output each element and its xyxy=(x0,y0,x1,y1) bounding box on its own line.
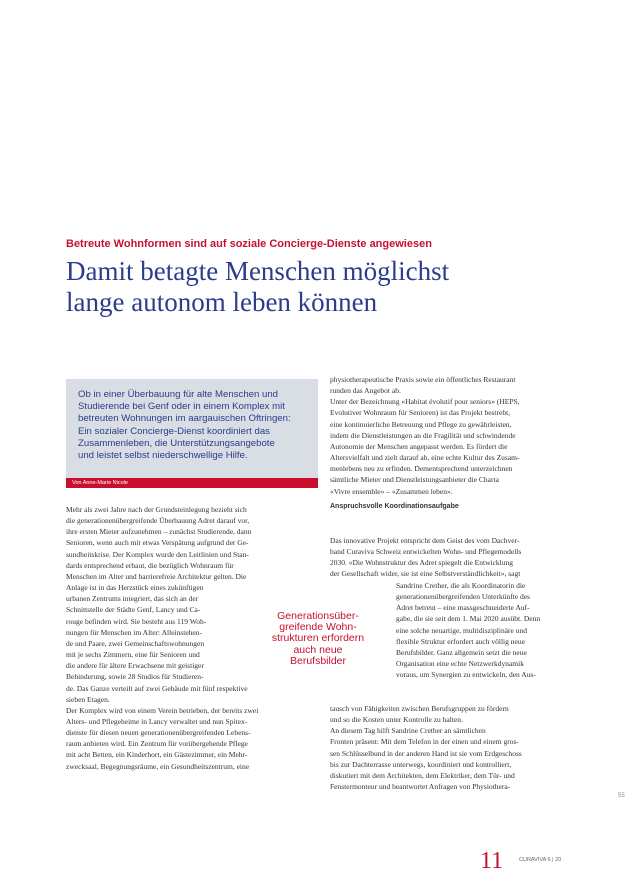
right-column-narrow xyxy=(396,580,576,680)
text-line: eine kontinuierliche Betreuung und Pflege zu gewährleisten, xyxy=(330,419,512,429)
lead-line: Studierende bei Genf oder in einem Komplex mit xyxy=(78,401,285,413)
text-line: voraus, um Synergien zu entwickeln, den Aus- xyxy=(396,670,536,680)
lead-line: und leistet selbst niederschwellige Hilfe. xyxy=(78,450,248,462)
right-column-bottom xyxy=(330,703,576,792)
text-line: flexible Struktur erfordert auch völlig neue xyxy=(396,636,525,646)
text-line: urbanen Zentrums integriert, das sich an der xyxy=(66,594,199,604)
byline: Von Anne-Marie Nicole xyxy=(66,478,318,488)
text-line: dards entsprechend erbaut, die bezüglich Wohnraum für xyxy=(66,560,234,570)
text-line: die andere für ältere Erwachsene mit geistiger xyxy=(66,661,204,671)
right-column-top xyxy=(330,374,576,497)
text-line: sundheitskrise. Der Komplex wurde den Leitlinien und Stan- xyxy=(66,549,249,559)
article-headline xyxy=(66,256,586,318)
text-line: «Vivre ensemble» – «Zusammen leben». xyxy=(330,486,453,496)
text-line: der Gesellschaft wider, sie ist eine Selbstverständlichkeit», sagt xyxy=(330,569,521,579)
text-line: Anlage ist in das Herzstück eines zukünftigen xyxy=(66,583,204,593)
text-line: mit je sechs Zimmern, eine für Senioren und xyxy=(66,650,200,660)
text-line: rouge befinden wird. Sie besteht aus 119 Woh- xyxy=(66,616,207,626)
text-line: die generationenübergreifende Überbauung Adret darauf vor, xyxy=(66,516,250,526)
text-line: raum anbieten wird. Ein Zentrum für vorübergehende Pflege xyxy=(66,739,248,749)
lead-line: Zusammenleben, die Unterstützungsangebote xyxy=(78,437,275,449)
text-line: Adret betreut – eine massgeschneiderte Auf- xyxy=(396,603,530,613)
pull-quote-line: strukturen erfordern xyxy=(271,632,365,645)
text-line: indem die Dienstleistungen an die Fragilität und schwindende xyxy=(330,430,516,440)
lead-text xyxy=(78,389,300,462)
text-line: sieben Etagen. xyxy=(66,694,110,704)
text-line: Altersvielfalt und zielt darauf ab, eine echte Kultur des Zusam- xyxy=(330,453,520,463)
text-line: Fronten präsent: Mit dem Telefon in der einen und einem gros- xyxy=(330,737,519,747)
text-line: Mehr als zwei Jahre nach der Grundsteinlegung bezieht sich xyxy=(66,505,247,514)
margin-number: 55 xyxy=(618,793,625,799)
magazine-name: CURAVIVA 6 | 20 xyxy=(519,857,562,863)
text-line: bis zur Dachterrasse unterwegs, koordiniert und kontrolliert, xyxy=(330,759,512,769)
text-line: ihre ersten Mieter aufzunehmen – zunächst Studierende, dann xyxy=(66,527,252,537)
text-line: Behinderung, sowie 28 Studios für Studieren- xyxy=(66,672,204,682)
text-line: Menschen im Alter und barrierefreie Architektur gelten. Die xyxy=(66,571,247,581)
page-number: 11 xyxy=(480,848,504,874)
text-line: 2030. «Die Wohnstruktur des Adret spiegelt die Entwicklung xyxy=(330,558,513,568)
text-line: sen Schlüsselbund in der anderen Hand ist sie vom Erdgeschoss xyxy=(330,748,522,758)
text-line: Unter der Bezeichnung «Habitat évolutif pour seniors» (HEPS, xyxy=(330,397,520,407)
pull-quote-line: Generationsüber- xyxy=(277,610,359,622)
text-line: de. Das Ganze verteilt auf zwei Gebäude mit fünf respektive xyxy=(66,683,248,693)
pull-quote-line: Berufsbilder xyxy=(289,654,347,667)
text-line: diskutiert mit dem Architekten, dem Elektriker, dem Tür- und xyxy=(330,770,515,780)
right-column-mid xyxy=(330,535,576,580)
pull-quote-line: auch neue xyxy=(293,643,343,656)
text-line: generationenübergreifenden Unterkünfte des xyxy=(396,592,530,602)
text-line: und so die Kosten unter Kontrolle zu halten. xyxy=(330,715,463,725)
right-subhead: Anspruchsvolle Koordinationsaufgabe xyxy=(330,503,459,510)
text-line: Senioren, wenn auch mit etwas Verspätung aufgrund der Ge- xyxy=(66,538,249,548)
text-line: runden das Angebot ab. xyxy=(330,386,401,396)
text-line: Evolutiver Wohnraum für Senioren) ist das Projekt bestrebt, xyxy=(330,408,511,418)
text-line: nungen für Menschen im Alter: Alleinstehen- xyxy=(66,627,203,637)
text-line: sämtliche Mieter und Dienstleistungsanbieter die Charta xyxy=(330,475,499,485)
text-line: Organisation eine echte Netzwerkdynamik xyxy=(396,659,524,669)
text-line: eine solche neuartige, multidisziplinäre und xyxy=(396,625,528,635)
text-line: Schnittstelle der Städte Genf, Lancy und Ca- xyxy=(66,605,201,615)
text-line: Der Komplex wird von einem Verein betrieben, der bereits zwei xyxy=(66,705,259,715)
lead-line: Ein sozialer Concierge-Dienst koordiniert das xyxy=(78,425,270,437)
text-line: tausch von Fähigkeiten zwischen Berufsgruppen zu fördern xyxy=(330,704,509,713)
text-line: Das innovative Projekt entspricht dem Geist des vom Dachver- xyxy=(330,536,520,545)
text-line: Fenstermonteur und beantwortet Anfragen von Physiothera- xyxy=(330,782,511,792)
text-line: band Curaviva Schweiz entwickelten Wohn- und Pflegemodells xyxy=(330,547,522,557)
text-line: menlebens neu zu erfinden. Dementsprechend unterzeichnen xyxy=(330,464,513,474)
headline-line: Damit betagte Menschen möglichst xyxy=(66,256,450,286)
text-line: physiotherapeutische Praxis sowie ein öffentliches Restaurant xyxy=(330,375,516,384)
text-line: Alters- und Pflegeheime in Lancy verwaltet und nun Spitex- xyxy=(66,716,248,726)
text-line: Autonomie der Menschen angepasst werden. Es fördert die xyxy=(330,441,508,451)
lead-line: Ob in einer Überbauung für alte Menschen und xyxy=(78,389,278,400)
pull-quote-line: greifende Wohn- xyxy=(279,621,357,634)
text-line: dienste für diesen neuen generationenübergreifenden Lebens- xyxy=(66,728,251,738)
lead-box xyxy=(66,379,318,479)
lead-line: betreuten Wohnungen im aargauischen Oftringen: xyxy=(78,413,291,425)
headline-line: lange autonom leben können xyxy=(66,287,378,317)
text-line: mit acht Betten, ein Kinderhort, ein Gästezimmer, ein Mehr- xyxy=(66,750,248,760)
text-line: gabe, die sie seit dem 1. Mai 2020 ausübt. Denn xyxy=(396,614,541,624)
article-kicker: Betreute Wohnformen sind auf soziale Concierge-Dienste angewiesen xyxy=(66,238,432,250)
text-line: zwecksaal, Begegnungsräume, ein Gesundheitszentrum, eine xyxy=(66,761,250,771)
text-line: Berufsbilder. Ganz allgemein setzt die neue xyxy=(396,647,527,657)
text-line: An diesem Tag hilft Sandrine Crether an sämtlichen xyxy=(330,726,486,736)
pull-quote xyxy=(258,611,378,667)
text-line: de und Paare, zwei Gemeinschaftswohnungen xyxy=(66,638,205,648)
text-line: Sandrine Crether, die als Koordinatorin die xyxy=(396,581,526,590)
